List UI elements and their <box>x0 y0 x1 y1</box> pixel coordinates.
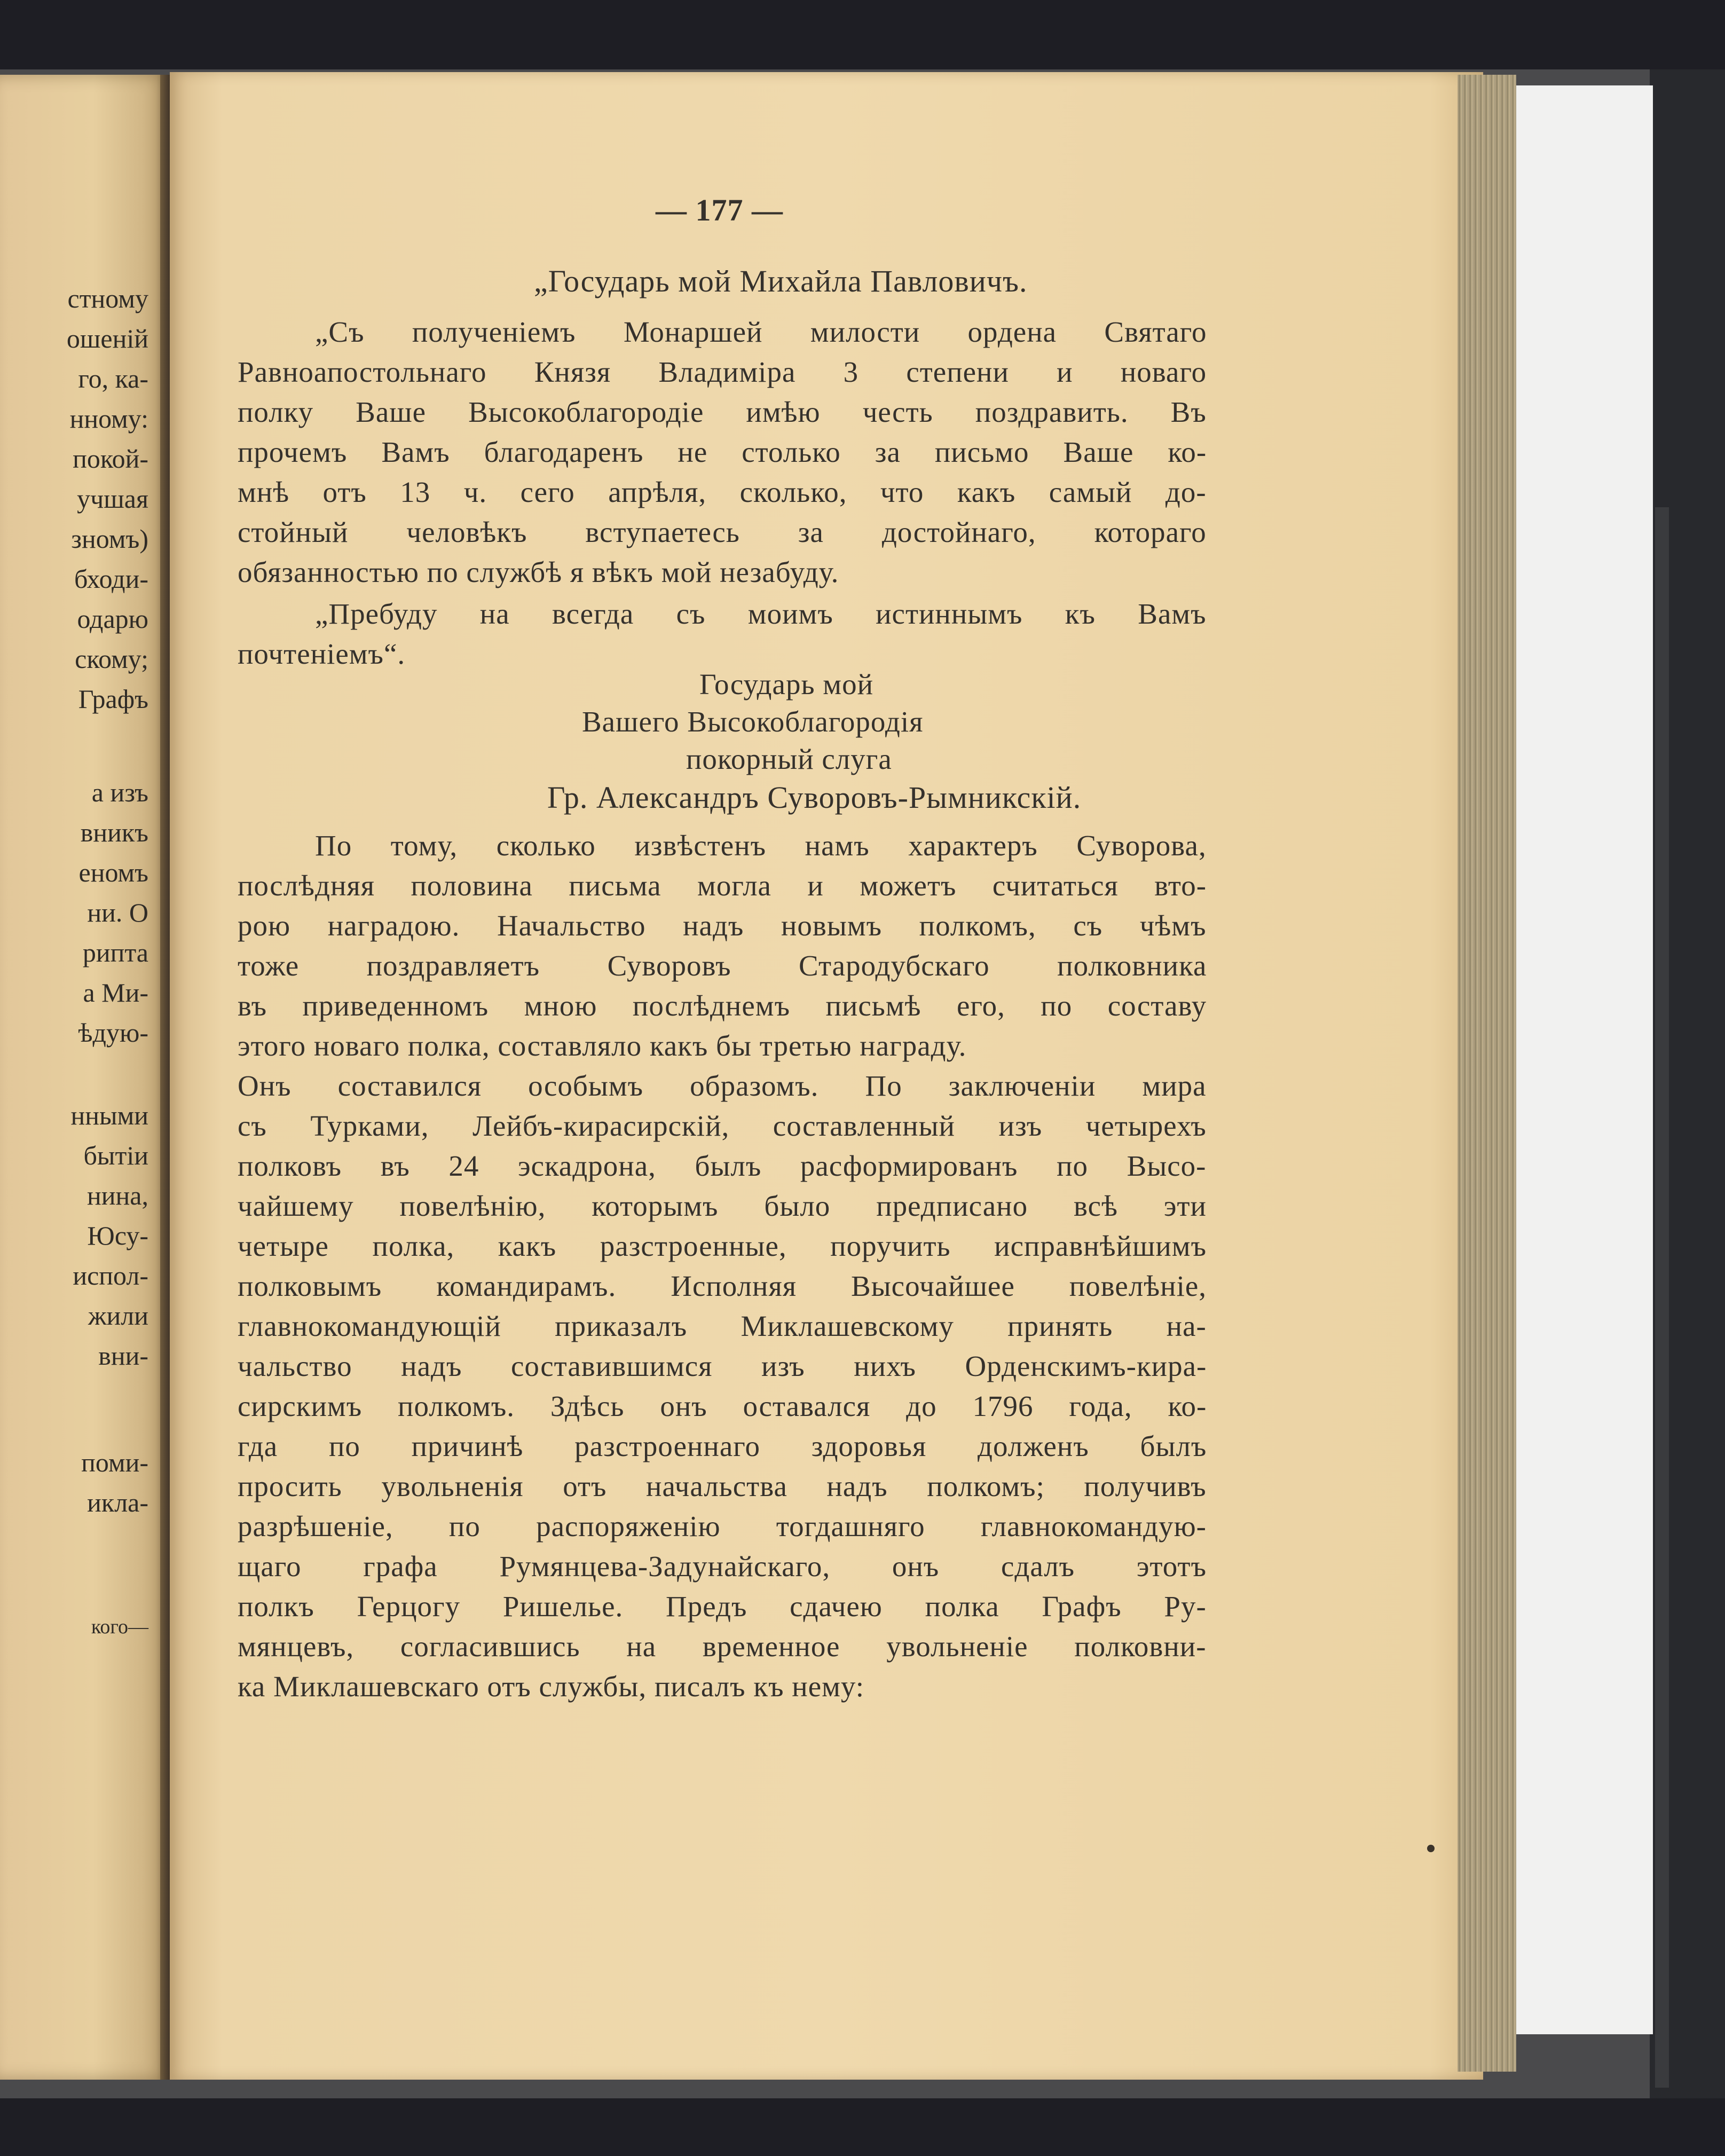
letter-line: полку Ваше Высокоблагородіе имѣю честь поздравить. Въ <box>238 396 1207 428</box>
signature-line: Государь мой <box>699 668 874 701</box>
left-page-fragment: кого— <box>91 1616 148 1638</box>
body-line: По тому, сколько извѣстенъ намъ характеръ Суворова, <box>315 829 1207 862</box>
left-page-fragment: Графъ <box>78 684 148 714</box>
left-page-fragment: испол- <box>73 1261 148 1291</box>
left-page-fragment: нина, <box>87 1181 148 1210</box>
left-page-fragment: ѣдую- <box>78 1018 148 1048</box>
body-line: въ приведенномъ мною послѣднемъ письмѣ его, по составу <box>238 989 1207 1022</box>
left-page-fragment: еномъ <box>78 857 148 887</box>
body-line: мянцевъ, согласившись на временное увольненіе полковни- <box>238 1630 1207 1663</box>
body-line: рою наградою. Начальство надъ новымъ полкомъ, съ чѣмъ <box>238 909 1207 942</box>
scanner-background-top <box>0 0 1725 69</box>
letter-line: мнѣ отъ 13 ч. сего апрѣля, сколько, что какъ самый до- <box>238 476 1207 508</box>
left-page-fragment: вни- <box>98 1341 148 1371</box>
body-line: полкъ Герцогу Ришелье. Предъ сдачею полка Графъ Ру- <box>238 1590 1207 1623</box>
left-page-fragment: а Ми- <box>83 978 148 1008</box>
scanner-background-bottom <box>0 2098 1725 2156</box>
body-line: тоже поздравляетъ Суворовъ Стародубскаго полковника <box>238 949 1207 982</box>
left-page-fragment: зномъ) <box>71 524 148 554</box>
body-line: Онъ составился особымъ образомъ. По заключеніи мира <box>238 1069 1207 1102</box>
body-line: полковъ въ 24 эскадрона, былъ расформированъ по Высо- <box>238 1150 1207 1182</box>
left-page-fragment: икла- <box>87 1488 148 1517</box>
body-line: этого новаго полка, составляло какъ бы третью награду. <box>238 1029 967 1062</box>
left-page-fragment: скому; <box>75 644 148 674</box>
left-page-fragment: ни. О <box>87 898 148 927</box>
book-cover-edge <box>1655 507 1669 2088</box>
letter-line: „Пребуду на всегда съ моимъ истиннымъ къ Вамъ <box>315 597 1207 630</box>
left-page-fragment: бходи- <box>74 564 148 594</box>
letter-line: обязанностью по службѣ я вѣкъ мой незабуду. <box>238 556 839 588</box>
left-page-fragment: нному: <box>69 404 148 434</box>
left-page-fragment: поми- <box>81 1447 148 1477</box>
signature-line: Гр. Александръ Суворовъ-Рымникскій. <box>547 780 1082 815</box>
letter-line: „Съ полученіемъ Монаршей милости ордена Святаго <box>315 316 1207 348</box>
body-line: ка Миклашевскаго отъ службы, писалъ къ нему: <box>238 1670 864 1703</box>
body-line: главнокомандующій приказалъ Миклашевскому принять на- <box>238 1310 1207 1342</box>
letter-salutation: „Государь мой Михайла Павловичъ. <box>534 264 1028 298</box>
body-line: щаго графа Румянцева-Задунайскаго, онъ сдалъ этотъ <box>238 1550 1207 1583</box>
body-line: послѣдняя половина письма могла и можетъ считаться вто- <box>238 869 1207 902</box>
left-page-fragment: покой- <box>73 444 148 474</box>
left-page-fragment: жили <box>88 1301 148 1331</box>
page-number: — 177 — <box>656 193 783 227</box>
letter-line: прочемъ Вамъ благодаренъ не столько за письмо Ваше ко- <box>238 436 1207 468</box>
left-page-fragment: вникъ <box>80 817 148 847</box>
page-stack-edges <box>1458 75 1516 2072</box>
letter-line: стойный человѣкъ вступаетесь за достойнаго, котораго <box>238 516 1207 548</box>
left-page-fragment: а изъ <box>91 777 148 807</box>
body-line: разрѣшеніе, по распоряженію тогдашняго главнокомандую- <box>238 1510 1207 1543</box>
left-page-fragment: нными <box>70 1100 148 1130</box>
left-page-fragment: одарю <box>77 604 148 634</box>
signature-line: покорный слуга <box>686 743 892 775</box>
body-line: чайшему повелѣнію, которымъ было предписано всѣ эти <box>238 1190 1207 1222</box>
left-page-fragment: Юсу- <box>87 1221 148 1250</box>
body-line: сирскимъ полкомъ. Здѣсь онъ оставался до 1796 года, ко- <box>238 1390 1207 1422</box>
ink-speck <box>1427 1845 1435 1852</box>
body-line: съ Турками, Лейбъ-кирасирскій, составленный изъ четырехъ <box>238 1110 1207 1142</box>
body-line: четыре полка, какъ разстроенные, поручить исправнѣйшимъ <box>238 1230 1207 1262</box>
left-page-fragment: учшая <box>77 484 148 514</box>
signature-line: Вашего Высокоблагородія <box>582 705 924 738</box>
letter-line: почтеніемъ“. <box>238 638 406 670</box>
left-page-fragment: го, ка- <box>78 364 148 394</box>
body-line: чальство надъ составившимся изъ нихъ Орденскимъ-кира- <box>238 1350 1207 1382</box>
left-page-fragment: бытіи <box>83 1140 148 1170</box>
left-page-fragment: рипта <box>82 938 148 967</box>
left-page <box>0 75 170 2080</box>
left-page-fragment: ошеній <box>66 324 148 353</box>
backing-sheet <box>1511 85 1653 2034</box>
body-line: гда по причинѣ разстроеннаго здоровья долженъ былъ <box>238 1430 1207 1462</box>
body-line: полковымъ командирамъ. Исполняя Высочайшее повелѣніе, <box>238 1270 1207 1302</box>
body-line: просить увольненія отъ начальства надъ полкомъ; получивъ <box>238 1470 1207 1502</box>
letter-line: Равноапостольнаго Князя Владиміра 3 степени и новаго <box>238 356 1207 388</box>
left-page-fragment: стному <box>67 284 148 313</box>
